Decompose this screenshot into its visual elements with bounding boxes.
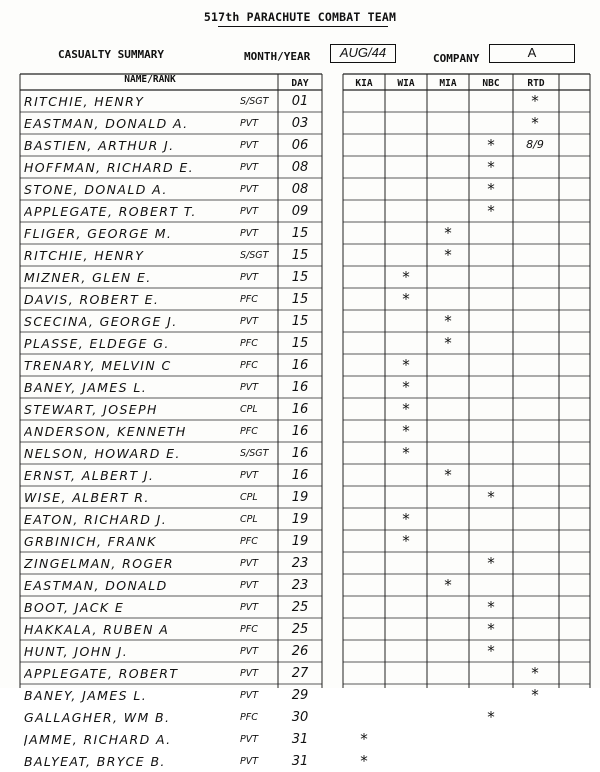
- kia-mark: [344, 706, 384, 728]
- soldier-name: HOFFMAN, RICHARD E.: [24, 160, 195, 175]
- kia-mark: [344, 354, 384, 376]
- rtd-mark: [515, 310, 555, 332]
- soldier-name: STONE, DONALD A.: [24, 182, 168, 197]
- wia-mark: [386, 200, 426, 222]
- wia-mark: [386, 486, 426, 508]
- col-header-name-rank: NAME/RANK: [124, 74, 176, 85]
- table-row: [0, 112, 600, 134]
- soldier-rank: S/SGT: [240, 448, 269, 459]
- table-row: [0, 354, 600, 376]
- wia-mark: [386, 662, 426, 684]
- table-row: [0, 244, 600, 266]
- casualty-day: 06: [291, 138, 309, 153]
- table-row: [0, 684, 600, 706]
- soldier-name: ERNST, ALBERT J.: [24, 468, 155, 483]
- wia-mark: [386, 552, 426, 574]
- rtd-mark: [515, 288, 555, 310]
- nbc-mark: [471, 310, 511, 332]
- col-header-rtd: RTD: [527, 78, 545, 89]
- mia-mark: *: [444, 576, 452, 594]
- wia-mark: [386, 244, 426, 266]
- nbc-mark: *: [487, 136, 495, 154]
- wia-mark: [386, 618, 426, 640]
- mia-mark: [428, 552, 468, 574]
- soldier-name: WISE, ALBERT R.: [24, 490, 150, 505]
- mia-mark: [428, 156, 468, 178]
- wia-mark: [386, 112, 426, 134]
- mia-mark: [428, 112, 468, 134]
- mia-mark: [428, 618, 468, 640]
- table-row: [0, 596, 600, 618]
- casualty-day: 16: [291, 358, 309, 373]
- mia-mark: [428, 530, 468, 552]
- kia-mark: [344, 420, 384, 442]
- nbc-mark: [471, 222, 511, 244]
- mia-mark: [428, 662, 468, 684]
- kia-mark: [344, 376, 384, 398]
- soldier-name: DAVIS, ROBERT E.: [24, 292, 160, 307]
- soldier-rank: PVT: [240, 316, 259, 327]
- mia-mark: [428, 288, 468, 310]
- soldier-rank: PVT: [240, 756, 259, 767]
- casualty-day: 30: [291, 710, 309, 725]
- table-row: [0, 200, 600, 222]
- wia-mark: [386, 728, 426, 750]
- nbc-mark: [471, 332, 511, 354]
- mia-mark: [428, 398, 468, 420]
- wia-mark: *: [402, 400, 410, 418]
- nbc-mark: [471, 464, 511, 486]
- mia-mark: [428, 134, 468, 156]
- form-title: 517th PARACHUTE COMBAT TEAM: [203, 10, 397, 24]
- soldier-name: RITCHIE, HENRY: [24, 94, 145, 109]
- table-row: [0, 508, 600, 530]
- casualty-day: 16: [291, 424, 309, 439]
- casualty-day: 15: [291, 292, 309, 307]
- soldier-rank: PVT: [240, 118, 259, 129]
- kia-mark: [344, 244, 384, 266]
- soldier-rank: PVT: [240, 140, 259, 151]
- wia-mark: [386, 178, 426, 200]
- wia-mark: [386, 640, 426, 662]
- casualty-day: 08: [291, 160, 309, 175]
- casualty-day: 15: [291, 248, 309, 263]
- table-row: [0, 442, 600, 464]
- table-row: [0, 332, 600, 354]
- mia-mark: [428, 90, 468, 112]
- mia-mark: *: [444, 246, 452, 264]
- month-year-field[interactable]: AUG/44: [330, 44, 396, 63]
- wia-mark: *: [402, 510, 410, 528]
- soldier-name: PLASSE, ELDEGE G.: [24, 336, 170, 351]
- casualty-day: 16: [291, 468, 309, 483]
- nbc-mark: [471, 508, 511, 530]
- rtd-mark: [515, 530, 555, 552]
- rtd-mark: *: [531, 686, 539, 704]
- soldier-rank: PFC: [240, 536, 258, 547]
- soldier-name: STEWART, JOSEPH: [24, 402, 158, 417]
- nbc-mark: *: [487, 488, 495, 506]
- mia-mark: *: [444, 466, 452, 484]
- wia-mark: *: [402, 356, 410, 374]
- casualty-day: 31: [291, 754, 309, 769]
- rtd-mark: *: [531, 92, 539, 110]
- nbc-mark: [471, 750, 511, 772]
- soldier-name: BOOT, JACK E: [24, 600, 125, 615]
- soldier-rank: S/SGT: [240, 96, 269, 107]
- wia-mark: [386, 574, 426, 596]
- kia-mark: [344, 662, 384, 684]
- wia-mark: [386, 332, 426, 354]
- wia-mark: *: [402, 290, 410, 308]
- nbc-mark: [471, 376, 511, 398]
- casualty-day: 15: [291, 314, 309, 329]
- table-row: [0, 662, 600, 684]
- soldier-rank: PVT: [240, 690, 259, 701]
- rtd-mark: [515, 728, 555, 750]
- nbc-mark: *: [487, 708, 495, 726]
- nbc-mark: [471, 530, 511, 552]
- kia-mark: [344, 640, 384, 662]
- soldier-rank: PFC: [240, 426, 258, 437]
- rtd-mark: [515, 244, 555, 266]
- mia-mark: [428, 508, 468, 530]
- soldier-name: EASTMAN, DONALD: [24, 578, 168, 593]
- casualty-day: 15: [291, 270, 309, 285]
- nbc-mark: *: [487, 598, 495, 616]
- casualty-day: 23: [291, 556, 309, 571]
- soldier-rank: PVT: [240, 668, 259, 679]
- soldier-rank: PVT: [240, 470, 259, 481]
- kia-mark: [344, 90, 384, 112]
- soldier-name: GALLAGHER, WM B.: [24, 710, 171, 725]
- mia-mark: *: [444, 224, 452, 242]
- casualty-day: 27: [291, 666, 309, 681]
- rtd-mark: [515, 442, 555, 464]
- nbc-mark: *: [487, 642, 495, 660]
- soldier-name: APPLEGATE, ROBERT T.: [24, 204, 197, 219]
- nbc-mark: *: [487, 554, 495, 572]
- rtd-mark: [515, 596, 555, 618]
- table-row: [0, 706, 600, 728]
- casualty-day: 16: [291, 446, 309, 461]
- soldier-name: ZINGELMAN, ROGER: [24, 556, 174, 571]
- wia-mark: *: [402, 422, 410, 440]
- rtd-mark: [515, 332, 555, 354]
- casualty-day: 25: [291, 622, 309, 637]
- soldier-rank: PFC: [240, 294, 258, 305]
- rtd-mark: [515, 464, 555, 486]
- casualty-day: 19: [291, 512, 309, 527]
- kia-mark: [344, 178, 384, 200]
- soldier-name: EASTMAN, DONALD A.: [24, 116, 189, 131]
- soldier-name: ANDERSON, KENNETH: [24, 424, 187, 439]
- soldier-rank: PFC: [240, 360, 258, 371]
- company-label: COMPANY: [433, 52, 480, 65]
- rtd-mark: [515, 420, 555, 442]
- soldier-rank: CPL: [240, 404, 258, 415]
- col-header-nbc: NBC: [482, 78, 500, 89]
- casualty-day: 16: [291, 402, 309, 417]
- soldier-name: TRENARY, MELVIN C: [24, 358, 172, 373]
- table-row: [0, 134, 600, 156]
- table-row: [0, 618, 600, 640]
- mia-mark: [428, 376, 468, 398]
- rtd-mark: [515, 508, 555, 530]
- rtd-mark: [515, 574, 555, 596]
- casualty-day: 15: [291, 226, 309, 241]
- soldier-rank: PFC: [240, 624, 258, 635]
- table-row: [0, 420, 600, 442]
- kia-mark: [344, 508, 384, 530]
- wia-mark: *: [402, 268, 410, 286]
- wia-mark: [386, 750, 426, 772]
- mia-mark: [428, 486, 468, 508]
- table-row: [0, 266, 600, 288]
- wia-mark: [386, 464, 426, 486]
- rtd-mark: [515, 266, 555, 288]
- casualty-day: 01: [291, 94, 309, 109]
- table-row: [0, 222, 600, 244]
- rtd-mark: [515, 156, 555, 178]
- mia-mark: [428, 750, 468, 772]
- soldier-name: BASTIEN, ARTHUR J.: [24, 138, 175, 153]
- kia-mark: [344, 310, 384, 332]
- kia-mark: [344, 288, 384, 310]
- nbc-mark: [471, 442, 511, 464]
- table-row: [0, 178, 600, 200]
- wia-mark: *: [402, 444, 410, 462]
- soldier-rank: PVT: [240, 646, 259, 657]
- mia-mark: [428, 420, 468, 442]
- casualty-day: 26: [291, 644, 309, 659]
- mia-mark: [428, 596, 468, 618]
- table-row: [0, 310, 600, 332]
- soldier-name: HUNT, JOHN J.: [24, 644, 129, 659]
- wia-mark: [386, 310, 426, 332]
- nbc-mark: [471, 662, 511, 684]
- casualty-day: 08: [291, 182, 309, 197]
- soldier-name: BANEY, JAMES L.: [24, 688, 148, 703]
- col-header-day: DAY: [291, 78, 309, 89]
- soldier-rank: PVT: [240, 206, 259, 217]
- mia-mark: [428, 706, 468, 728]
- kia-mark: [344, 574, 384, 596]
- rtd-mark: [515, 552, 555, 574]
- wia-mark: *: [402, 378, 410, 396]
- mia-mark: [428, 442, 468, 464]
- kia-mark: [344, 266, 384, 288]
- soldier-rank: CPL: [240, 492, 258, 503]
- table-row: [0, 552, 600, 574]
- kia-mark: [344, 398, 384, 420]
- soldier-rank: PVT: [240, 162, 259, 173]
- mia-mark: [428, 178, 468, 200]
- kia-mark: *: [360, 730, 368, 748]
- kia-mark: [344, 684, 384, 706]
- wia-mark: [386, 156, 426, 178]
- kia-mark: [344, 596, 384, 618]
- soldier-name: APPLEGATE, ROBERT: [24, 666, 179, 681]
- table-row: [0, 464, 600, 486]
- table-row: [0, 156, 600, 178]
- mia-mark: [428, 640, 468, 662]
- casualty-day: 29: [291, 688, 309, 703]
- summary-label: CASUALTY SUMMARY: [58, 48, 164, 61]
- rtd-mark: [515, 486, 555, 508]
- rtd-mark: [515, 750, 555, 772]
- casualty-day: 19: [291, 490, 309, 505]
- mia-mark: *: [444, 334, 452, 352]
- soldier-name: FLIGER, GEORGE M.: [24, 226, 173, 241]
- kia-mark: [344, 134, 384, 156]
- rtd-mark: [515, 398, 555, 420]
- soldier-rank: PVT: [240, 734, 259, 745]
- wia-mark: [386, 90, 426, 112]
- col-header-wia: WIA: [397, 78, 415, 89]
- company-field[interactable]: A: [489, 44, 575, 63]
- table-row: [0, 750, 600, 772]
- kia-mark: [344, 486, 384, 508]
- mia-mark: [428, 266, 468, 288]
- wia-mark: *: [402, 532, 410, 550]
- table-row: [0, 728, 600, 750]
- nbc-mark: [471, 266, 511, 288]
- casualty-day: 03: [291, 116, 309, 131]
- casualty-day: 31: [291, 732, 309, 747]
- soldier-rank: CPL: [240, 514, 258, 525]
- month-year-label: MONTH/YEAR: [244, 50, 311, 63]
- wia-mark: [386, 596, 426, 618]
- rtd-mark: [515, 200, 555, 222]
- soldier-name: RITCHIE, HENRY: [24, 248, 145, 263]
- soldier-rank: PVT: [240, 602, 259, 613]
- rtd-mark: [515, 354, 555, 376]
- soldier-name: HAKKALA, RUBEN A: [24, 622, 170, 637]
- kia-mark: [344, 442, 384, 464]
- nbc-mark: [471, 244, 511, 266]
- kia-mark: [344, 156, 384, 178]
- rtd-mark: *: [531, 664, 539, 682]
- table-row: [0, 640, 600, 662]
- casualty-day: 19: [291, 534, 309, 549]
- table-row: [0, 574, 600, 596]
- kia-mark: [344, 464, 384, 486]
- wia-mark: [386, 134, 426, 156]
- soldier-name: BANEY, JAMES L.: [24, 380, 148, 395]
- soldier-rank: PVT: [240, 558, 259, 569]
- rtd-mark: [515, 706, 555, 728]
- soldier-rank: PVT: [240, 228, 259, 239]
- casualty-day: 09: [291, 204, 309, 219]
- kia-mark: [344, 618, 384, 640]
- rtd-mark: [515, 222, 555, 244]
- mia-mark: [428, 684, 468, 706]
- soldier-name: GRBINICH, FRANK: [24, 534, 157, 549]
- soldier-rank: PFC: [240, 712, 258, 723]
- kia-mark: [344, 200, 384, 222]
- rtd-mark: [515, 618, 555, 640]
- nbc-mark: [471, 112, 511, 134]
- nbc-mark: *: [487, 202, 495, 220]
- nbc-mark: *: [487, 180, 495, 198]
- table-row: [0, 530, 600, 552]
- kia-mark: *: [360, 752, 368, 770]
- soldier-rank: PVT: [240, 580, 259, 591]
- casualty-day: 16: [291, 380, 309, 395]
- table-row: [0, 486, 600, 508]
- nbc-mark: [471, 354, 511, 376]
- casualty-day: 23: [291, 578, 309, 593]
- nbc-mark: [471, 288, 511, 310]
- soldier-rank: PVT: [240, 272, 259, 283]
- soldier-rank: S/SGT: [240, 250, 269, 261]
- nbc-mark: *: [487, 158, 495, 176]
- nbc-mark: [471, 90, 511, 112]
- kia-mark: [344, 222, 384, 244]
- soldier-name: EATON, RICHARD J.: [24, 512, 168, 527]
- nbc-mark: [471, 398, 511, 420]
- kia-mark: [344, 552, 384, 574]
- col-header-kia: KIA: [355, 78, 373, 89]
- soldier-name: JAMME, RICHARD A.: [24, 732, 172, 747]
- casualty-day: 15: [291, 336, 309, 351]
- soldier-rank: PFC: [240, 338, 258, 349]
- soldier-rank: PVT: [240, 184, 259, 195]
- rtd-mark: [515, 640, 555, 662]
- mia-mark: [428, 354, 468, 376]
- wia-mark: [386, 222, 426, 244]
- table-row: [0, 90, 600, 112]
- rtd-mark: 8/9: [526, 138, 544, 151]
- wia-mark: [386, 706, 426, 728]
- nbc-mark: [471, 684, 511, 706]
- rtd-mark: [515, 376, 555, 398]
- nbc-mark: [471, 728, 511, 750]
- mia-mark: [428, 200, 468, 222]
- soldier-name: NELSON, HOWARD E.: [24, 446, 181, 461]
- kia-mark: [344, 112, 384, 134]
- nbc-mark: *: [487, 620, 495, 638]
- kia-mark: [344, 530, 384, 552]
- table-row: [0, 376, 600, 398]
- casualty-day: 25: [291, 600, 309, 615]
- soldier-name: BALYEAT, BRYCE B.: [24, 754, 166, 769]
- soldier-name: SCECINA, GEORGE J.: [24, 314, 178, 329]
- table-row: [0, 398, 600, 420]
- kia-mark: [344, 332, 384, 354]
- wia-mark: [386, 684, 426, 706]
- mia-mark: *: [444, 312, 452, 330]
- table-row: [0, 288, 600, 310]
- soldier-name: MIZNER, GLEN E.: [24, 270, 152, 285]
- rtd-mark: *: [531, 114, 539, 132]
- mia-mark: [428, 728, 468, 750]
- nbc-mark: [471, 420, 511, 442]
- rtd-mark: [515, 178, 555, 200]
- soldier-rank: PVT: [240, 382, 259, 393]
- col-header-mia: MIA: [439, 78, 457, 89]
- nbc-mark: [471, 574, 511, 596]
